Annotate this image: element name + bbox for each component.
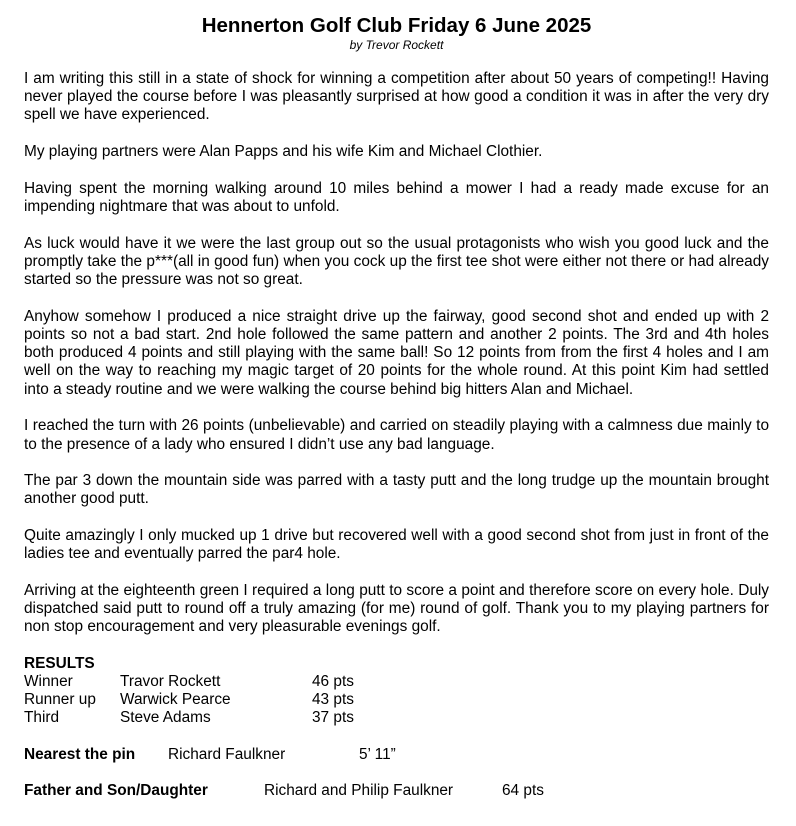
father-and-son-row	[24, 782, 769, 800]
article-paragraph: Quite amazingly I only mucked up 1 drive but recovered well with a good second shot from just in front of the ladies tee and eventually parred the par4 hole.	[24, 527, 769, 563]
result-points: 43 pts	[312, 691, 354, 709]
article-paragraph: I reached the turn with 26 points (unbelievable) and carried on steadily playing with a calmness due mainly to to the presence of a lady who ensured I didn’t use any bad language.	[24, 417, 769, 453]
father-and-son-names: Richard and Philip Faulkner	[264, 782, 454, 800]
result-position: Winner	[24, 673, 73, 691]
results-row-winner	[24, 673, 769, 691]
result-points: 37 pts	[312, 709, 354, 727]
result-position: Third	[24, 709, 60, 727]
results-heading: RESULTS	[24, 655, 95, 673]
nearest-the-pin-row	[24, 746, 769, 764]
father-and-son-label: Father and Son/Daughter	[24, 782, 208, 800]
father-and-son-points: 64 pts	[502, 782, 544, 800]
result-name: Steve Adams	[120, 709, 211, 727]
article-paragraph: Having spent the morning walking around 10 miles behind a mower I had a ready made excuse for an impending nightmare that was about to unfold.	[24, 179, 769, 216]
article-paragraph: As luck would have it we were the last group out so the usual protagonists who wish you good luck and the promptly take the p***(all in good fun) when you cock up the first tee shot were either not there or had already started so the pressure was not so great.	[24, 234, 769, 289]
article-paragraph: I am writing this still in a state of shock for winning a competition after about 50 years of competing!! Having never played the course before I was pleasantly surprised at how good a condition it was in after the very dry spell we have experienced.	[24, 70, 769, 124]
nearest-the-pin-label: Nearest the pin	[24, 746, 136, 764]
article-paragraph: My playing partners were Alan Papps and his wife Kim and Michael Clothier.	[24, 143, 543, 161]
article-title: Hennerton Golf Club Friday 6 June 2025	[201, 14, 592, 37]
article-paragraph: The par 3 down the mountain side was parred with a tasty putt and the long trudge up the mountain brought another good putt.	[24, 472, 769, 508]
article-paragraph: Arriving at the eighteenth green I required a long putt to score a point and therefore score on every hole. Duly dispatched said putt to round off a truly amazing (for me) round of golf. Thank you to my playing partners for non stop encouragement and very pleasurable evenings golf.	[24, 582, 769, 636]
result-name: Travor Rockett	[120, 673, 221, 691]
results-row-third	[24, 709, 769, 727]
nearest-the-pin-distance: 5’ 11”	[359, 746, 396, 764]
result-position: Runner up	[24, 691, 96, 709]
result-name: Warwick Pearce	[120, 691, 231, 709]
results-row-runner-up	[24, 691, 769, 709]
article	[24, 14, 769, 800]
article-byline: by Trevor Rockett	[349, 38, 444, 52]
result-points: 46 pts	[312, 673, 354, 691]
nearest-the-pin-name: Richard Faulkner	[168, 746, 286, 764]
article-paragraph: Anyhow somehow I produced a nice straight drive up the fairway, good second shot and ended up with 2 points so not a bad start. 2nd hole followed the same pattern and another 2 points. The 3rd and 4th holes both produced 4 points and still playing with the same ball! So 12 points from from the first 4 holes and I am well on the way to reaching my magic target of 20 points for the whole round. At this point Kim had settled into a steady routine and we were walking the course behind big hitters Alan and Michael.	[24, 307, 769, 398]
